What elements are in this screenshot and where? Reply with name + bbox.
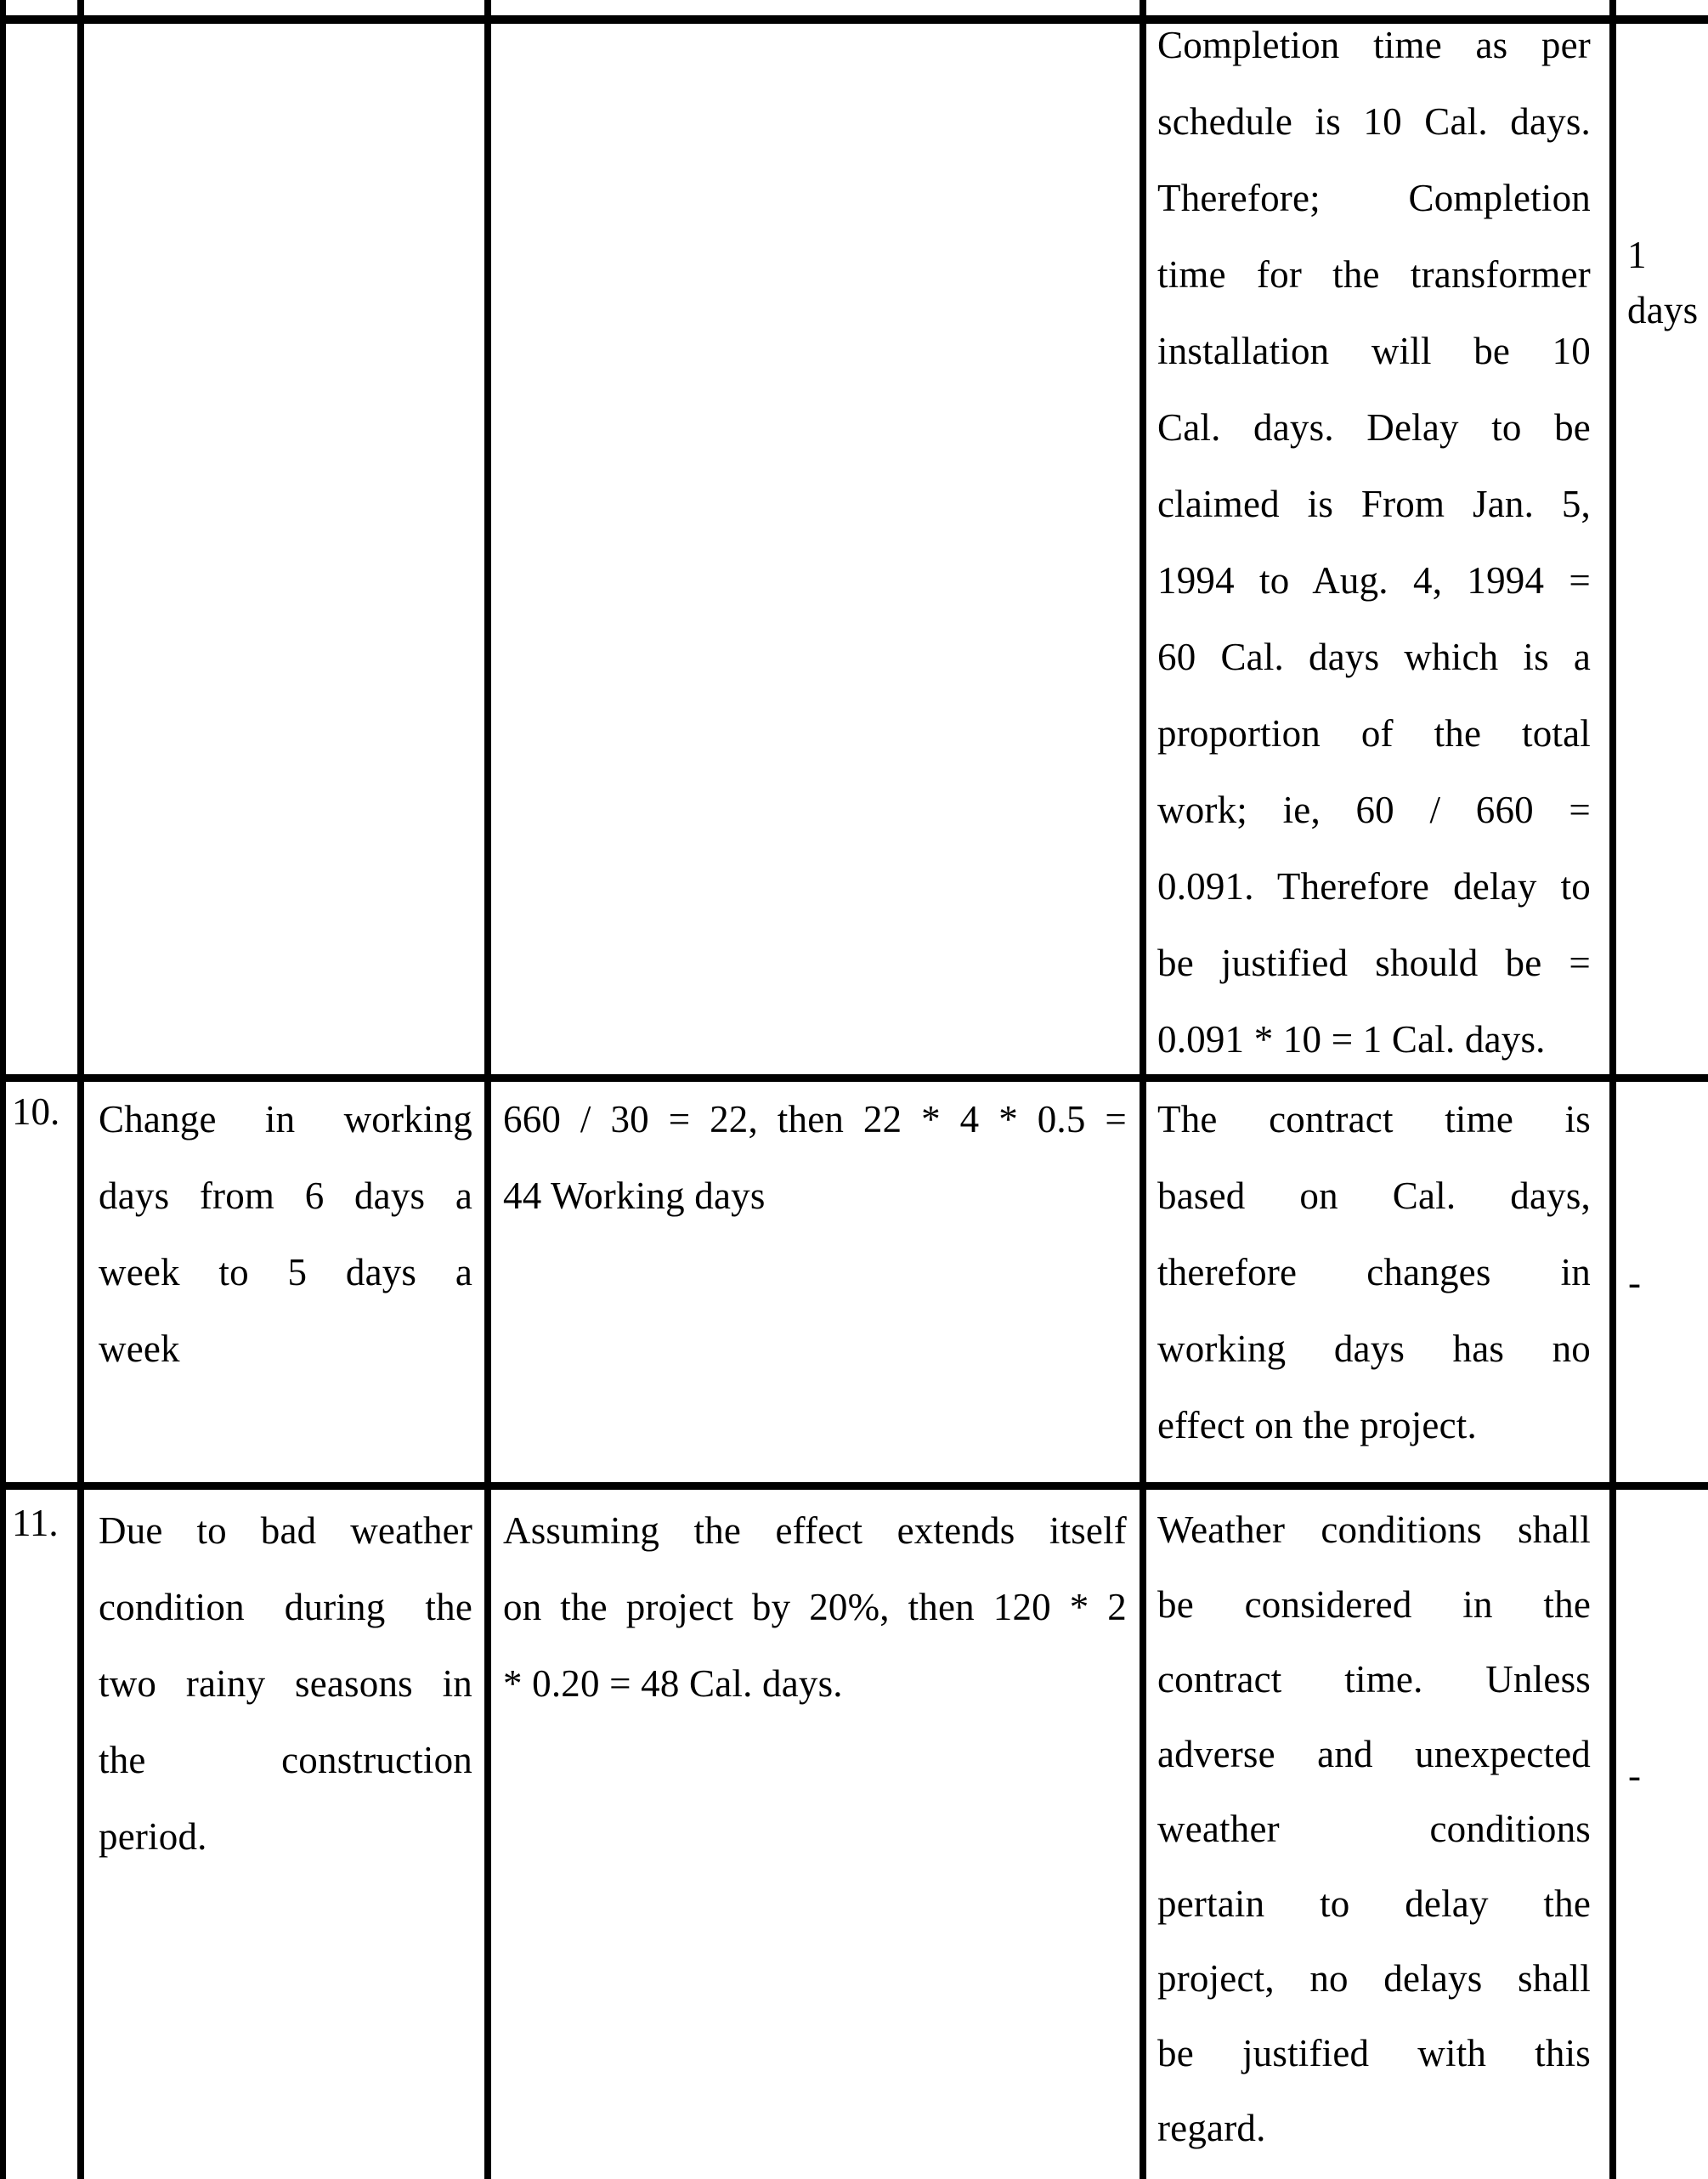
text-line: condition during the bbox=[99, 1586, 472, 1628]
text-line: Assuming the effect extends itself bbox=[503, 1509, 1127, 1552]
partial-row-days-cell bbox=[1627, 228, 1708, 338]
text-line: schedule is 10 Cal. days. bbox=[1157, 100, 1591, 143]
text-line: claimed is From Jan. 5, bbox=[1157, 483, 1591, 525]
table-divider-remark-days bbox=[1609, 0, 1616, 2179]
text-line: days from 6 days a bbox=[99, 1174, 472, 1217]
row11-calculation-cell bbox=[503, 1492, 1127, 1722]
table-row-separator-above-row11 bbox=[0, 1482, 1708, 1490]
text-line: on the project by 20%, then 120 * 2 bbox=[503, 1586, 1127, 1628]
row10-cause-cell bbox=[99, 1081, 472, 1387]
text-line: The contract time is bbox=[1157, 1098, 1591, 1140]
row11-number-cell: 11. bbox=[12, 1502, 59, 1544]
text-line: therefore changes in bbox=[1157, 1251, 1591, 1293]
text-line: project, no delays shall bbox=[1157, 1957, 1591, 2000]
text-line: be justified should be = bbox=[1157, 942, 1591, 984]
table-divider-number-cause bbox=[77, 0, 84, 2179]
text-line: 0.091 * 10 = 1 Cal. days. bbox=[1157, 1018, 1546, 1061]
text-line: week to 5 days a bbox=[99, 1251, 472, 1293]
row10-remark-cell bbox=[1157, 1081, 1591, 1463]
text-line: time for the transformer bbox=[1157, 253, 1591, 296]
text-line: 660 / 30 = 22, then 22 * 4 * 0.5 = bbox=[503, 1098, 1127, 1140]
text-line: effect on the project. bbox=[1157, 1404, 1477, 1446]
text-line: work; ie, 60 / 660 = bbox=[1157, 789, 1591, 831]
text-line: the construction bbox=[99, 1739, 472, 1781]
text-line: be considered in the bbox=[1157, 1583, 1591, 1626]
text-line: based on Cal. days, bbox=[1157, 1174, 1591, 1217]
text-line: contract time. Unless bbox=[1157, 1658, 1591, 1701]
text-line: Due to bad weather bbox=[99, 1509, 472, 1552]
text-line: 1 bbox=[1627, 234, 1647, 276]
text-line: pertain to delay the bbox=[1157, 1882, 1591, 1925]
row11-days-cell: - bbox=[1628, 1753, 1641, 1797]
row10-days-cell: - bbox=[1628, 1260, 1641, 1304]
text-line: Therefore; Completion bbox=[1157, 177, 1591, 219]
row11-cause-cell bbox=[99, 1492, 472, 1875]
row10-number-cell: 10. bbox=[12, 1090, 60, 1133]
text-line: 60 Cal. days which is a bbox=[1157, 636, 1591, 678]
text-line: adverse and unexpected bbox=[1157, 1733, 1591, 1775]
text-line: proportion of the total bbox=[1157, 712, 1591, 755]
text-line: 0.091. Therefore delay to bbox=[1157, 865, 1591, 908]
table-divider-calculation-remark bbox=[1140, 0, 1146, 2179]
text-line: Weather conditions shall bbox=[1157, 1508, 1591, 1551]
text-line: 44 Working days bbox=[503, 1174, 766, 1217]
text-line: regard. bbox=[1157, 2107, 1266, 2149]
row10-calculation-cell bbox=[503, 1081, 1127, 1234]
text-line: Completion time as per bbox=[1157, 24, 1591, 66]
text-line: 1994 to Aug. 4, 1994 = bbox=[1157, 559, 1591, 602]
text-line: period. bbox=[99, 1815, 207, 1858]
text-line: * 0.20 = 48 Cal. days. bbox=[503, 1662, 843, 1705]
text-line: Change in working bbox=[99, 1098, 472, 1140]
text-line: two rainy seasons in bbox=[99, 1662, 472, 1705]
table-left-border bbox=[0, 0, 6, 2179]
text-line: weather conditions bbox=[1157, 1808, 1591, 1850]
text-line: installation will be 10 bbox=[1157, 330, 1591, 372]
text-line: days bbox=[1627, 289, 1699, 331]
text-line: week bbox=[99, 1327, 180, 1370]
text-line: working days has no bbox=[1157, 1327, 1591, 1370]
text-line: be justified with this bbox=[1157, 2032, 1591, 2074]
partial-row-remark-cell bbox=[1157, 7, 1591, 1078]
text-line: Cal. days. Delay to be bbox=[1157, 406, 1591, 449]
table-divider-cause-calculation bbox=[484, 0, 491, 2179]
row11-remark-cell bbox=[1157, 1492, 1591, 2165]
